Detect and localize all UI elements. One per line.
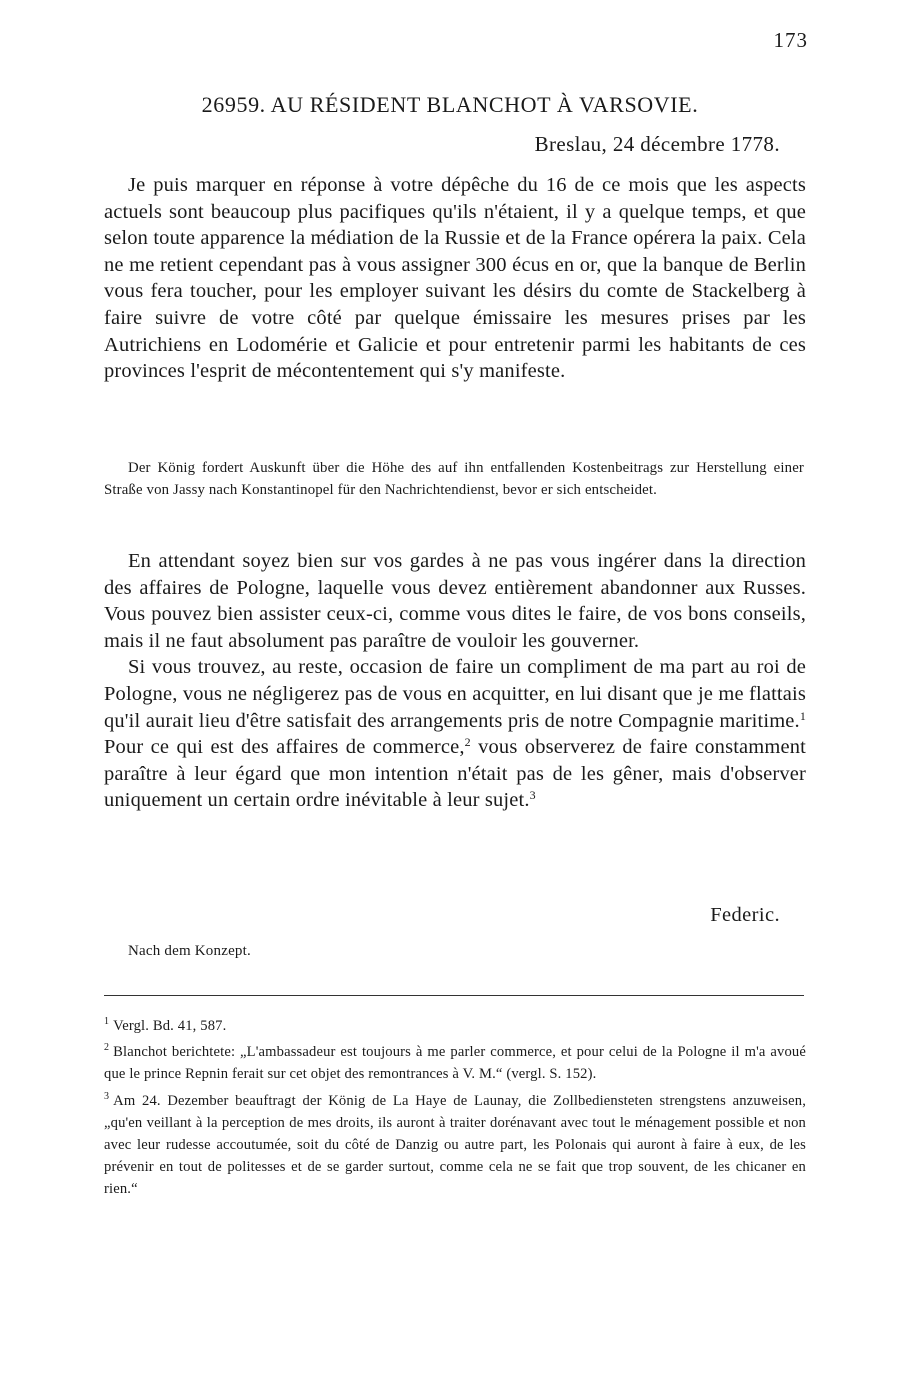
signature: Federic. xyxy=(710,904,780,926)
letter-paragraph-1 xyxy=(104,172,806,385)
page-number: 173 xyxy=(773,28,808,52)
letter-heading: 26959. AU RÉSIDENT BLANCHOT À VARSOVIE. xyxy=(201,92,699,117)
footnote-1 xyxy=(104,1011,806,1037)
footnote-text: Am 24. Dezember beauftragt der König de La Haye de Launay, die Zollbediensteten strengstens anzuweisen, „qu'en veillant à la perception de mes droits, ils auront à traiter dorénavant avec tout le ménagement possible et non avec leur rudesse accoutumée, soit du côté de Danzig ou autre part, les Polonais qui auront à faire à eux, de les prévenir en tout de politesses et de se garder surtout, comme cela ne se fait que trop souvent, de les chicaner en rien.“ xyxy=(104,1092,806,1198)
letter-paragraph-2: En attendant soyez bien sur vos gardes à ne pas vous ingérer dans la direction des affaires de Pologne, laquelle vous devez entièrement abandonner aux Russes. Vous pouvez bien assister ceux-ci, comme vous dites le faire, de vos bons conseils, mais il ne faut absolument pas paraître de vouloir les gouverner. xyxy=(104,550,806,652)
footnote-3 xyxy=(104,1086,806,1201)
footnote-text: Blanchot berichtete: „L'ambassadeur est toujours à me parler commerce, et pour celui de la Pologne il m'a avoué que le prince Repnin ferait sur cet objet des remontrances à V. M.“ (vergl. S. 152). xyxy=(104,1044,806,1083)
footnote-ref-2[interactable]: 2 xyxy=(464,735,471,750)
footnote-2 xyxy=(104,1037,806,1085)
footnote-number: 2 xyxy=(104,1042,110,1054)
footnotes xyxy=(104,1011,806,1201)
dateline: Breslau, 24 décembre 1778. xyxy=(534,132,780,156)
letter-body-continued xyxy=(104,548,806,814)
footnote-text: Vergl. Bd. 41, 587. xyxy=(113,1018,227,1034)
paragraph-text: vous observerez de faire constamment paraître à leur égard que mon intention n'était pas de les gêner, mais d'observer uniquement un certain ordre inévitable à leur sujet. xyxy=(104,736,806,812)
footnote-number: 1 xyxy=(104,1016,110,1027)
letter-paragraph-3 xyxy=(104,654,806,814)
footnote-ref-1[interactable]: 1 xyxy=(799,708,806,723)
paragraph-text: Pour ce qui est des affaires de commerce, xyxy=(104,736,465,759)
footnote-ref-3[interactable]: 3 xyxy=(529,788,536,803)
paragraph-text: Si vous trouvez, au reste, occasion de faire un compliment de ma part au roi de Pologne, vous ne négligerez pas de vous en acquitter, en lui disant que je me flattais qu'il aurait lieu d'être satisfait des arrangements pris de notre Compagnie maritime. xyxy=(104,656,806,732)
editor-note: Der König fordert Auskunft über die Höhe des auf ihn entfallenden Kostenbeitrags zur Herstellung einer Straße von Jassy nach Konstantinopel für den Nachrichtendienst, bevor er sich entscheidet. xyxy=(104,460,804,498)
source-note: Nach dem Konzept. xyxy=(128,943,251,959)
paragraph-text: Je puis marquer en réponse à votre dépêche du 16 de ce mois que les aspects actuels sont beaucoup plus pacifiques qu'ils n'étaient, il y a quelque temps, et que selon toute apparence la médiation de la Russie et de la France opérera la paix. Cela ne me retient cependant pas à vous assigner 300 écus en or, que la banque de Berlin vous fera toucher, pour les employer suivant les désirs du comte de Stackelberg à faire suivre de votre côté par quelque émissaire les mesures prises par les Autrichiens en Lodomérie et Galicie et pour entretenir parmi les habitants de ces provinces l'esprit de mécontentement qui s'y manifeste. xyxy=(104,174,806,383)
footnote-divider xyxy=(104,995,804,996)
footnote-number: 3 xyxy=(104,1090,110,1102)
